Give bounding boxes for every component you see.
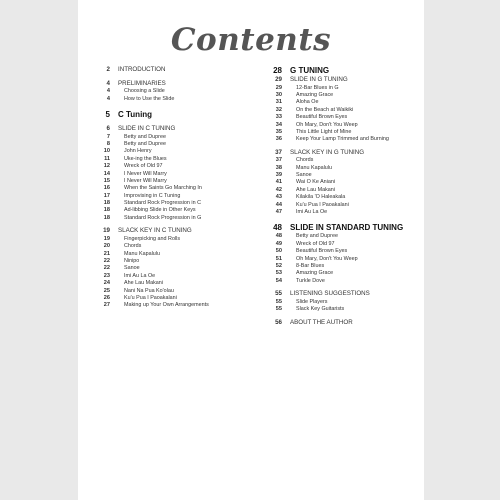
- toc-entry: [96, 236, 266, 243]
- toc-entry-label: Imi Au La Oe: [296, 209, 328, 216]
- toc-entry-label: Fingerpicking and Rolls: [124, 235, 181, 242]
- toc-page-number: 51: [275, 255, 282, 262]
- toc-entry-label: Slack Key Guitarists: [296, 306, 345, 313]
- toc-page-number: 31: [275, 99, 282, 106]
- toc-entry-label: INTRODUCTION: [118, 66, 166, 73]
- toc-entry: [96, 302, 266, 309]
- toc-entry: [96, 156, 266, 163]
- toc-page-number: 29: [275, 84, 282, 91]
- section-spacer: [96, 103, 266, 110]
- toc-page-number: 35: [275, 128, 282, 135]
- toc-entry-label: Ku'u Pua I Paoakalani: [296, 201, 349, 208]
- toc-page-number: 56: [275, 318, 282, 326]
- toc-page-number: 36: [275, 136, 282, 143]
- toc-page-number: 22: [103, 265, 110, 272]
- toc-entry-label: Nani Na Pua Ko'olau: [124, 287, 174, 294]
- toc-entry: [96, 88, 266, 95]
- toc-entry: [96, 215, 266, 222]
- toc-entry: [268, 114, 418, 121]
- toc-page-number: 52: [275, 263, 282, 269]
- toc-entry-label: 12-Bar Blues in G: [296, 84, 339, 91]
- toc-entry-label: Ahe Lau Makani: [296, 186, 335, 193]
- toc-entry: [96, 148, 266, 155]
- toc-entry-label: Beautiful Brown Eyes: [296, 114, 348, 121]
- toc-entry-label: Ahe Lau Makani: [124, 280, 163, 287]
- toc-entry: [268, 233, 418, 240]
- toc-entry: [268, 107, 418, 114]
- toc-page-number: 48: [273, 223, 282, 233]
- toc-entry: [268, 270, 418, 277]
- toc-entry: [268, 223, 418, 233]
- toc-page-number: 49: [275, 240, 282, 247]
- toc-entry: [96, 185, 266, 192]
- toc-entry-label: Ku'u Pua I Paoakalani: [124, 294, 177, 301]
- toc-page-number: 32: [275, 106, 282, 113]
- toc-entry: [268, 157, 418, 164]
- toc-entry-label: Wai O Ke Aniani: [296, 179, 336, 186]
- toc-entry-label: Slide Players: [296, 298, 328, 305]
- toc-page-number: 39: [275, 172, 282, 179]
- toc-entry-label: John Henry: [124, 148, 152, 155]
- toc-entry: [268, 306, 418, 313]
- toc-entry-label: On the Beach at Waikiki: [296, 106, 354, 113]
- toc-entry: [268, 149, 418, 158]
- toc-page-number: 54: [275, 277, 282, 284]
- toc-entry-label: Manu Kapalulu: [296, 164, 332, 171]
- toc-entry: [268, 76, 418, 85]
- toc-entry-label: Amazing Grace: [296, 270, 334, 277]
- toc-entry: [96, 66, 266, 75]
- toc-page-number: 6: [106, 124, 110, 132]
- toc-entry-label: Sanoe: [296, 172, 312, 179]
- toc-entry-label: SLIDE IN STANDARD TUNING: [290, 223, 404, 233]
- toc-page-number: 7: [106, 133, 110, 140]
- toc-page-number: 26: [103, 294, 110, 301]
- toc-entry: [96, 273, 266, 280]
- toc-entry: [96, 193, 266, 200]
- toc-entry: [268, 179, 418, 186]
- toc-page-number: 33: [275, 114, 282, 121]
- toc-page-number: 19: [103, 235, 110, 242]
- toc-entry: [96, 110, 266, 120]
- toc-page-number: 19: [103, 227, 110, 235]
- page-title: Contents: [170, 22, 332, 58]
- toc-page-number: 15: [103, 177, 110, 184]
- toc-entry-label: Kilakila 'O Haleakala: [296, 194, 346, 201]
- toc-page-number: 8: [106, 140, 110, 147]
- toc-page-number: 5: [105, 109, 110, 119]
- toc-page-number: 50: [275, 248, 282, 255]
- toc-entry-label: Betty and Dupree: [124, 133, 166, 140]
- toc-entry-label: When the Saints Go Marching In: [124, 185, 202, 192]
- toc-entry: [268, 129, 418, 136]
- toc-entry: [268, 290, 418, 299]
- toc-entry-label: How to Use the Slide: [124, 95, 175, 102]
- toc-left-column: [96, 66, 266, 310]
- toc-entry-label: C Tuning: [118, 109, 153, 119]
- toc-entry-label: Making up Your Own Arrangements: [124, 302, 209, 309]
- toc-entry-label: I Never Will Marry: [124, 177, 167, 184]
- toc-entry-label: Ninipo: [124, 258, 140, 265]
- toc-page-number: 37: [275, 157, 282, 164]
- toc-entry-label: Imi Au La Oe: [124, 272, 156, 279]
- toc-right-column: [268, 66, 418, 327]
- toc-page-number: 38: [275, 164, 282, 171]
- toc-entry-label: Choosing a Slide: [124, 88, 165, 95]
- toc-page-number: 25: [103, 287, 110, 294]
- toc-entry: [268, 165, 418, 172]
- toc-page-number: 22: [103, 258, 110, 265]
- toc-page-number: 11: [104, 155, 110, 162]
- toc-page-number: 4: [106, 95, 110, 102]
- toc-entry-label: Betty and Dupree: [124, 140, 166, 147]
- toc-page-number: 23: [103, 272, 110, 279]
- toc-entry-label: Chords: [296, 157, 314, 164]
- toc-page-number: 47: [275, 209, 282, 216]
- toc-page-number: 12: [103, 163, 110, 170]
- toc-entry-label: SLIDE IN C TUNING: [118, 124, 176, 132]
- toc-entry-label: I Never Will Marry: [124, 170, 167, 177]
- toc-page-number: 44: [275, 201, 282, 208]
- toc-page-number: 41: [275, 179, 282, 186]
- toc-page-number: 27: [103, 302, 110, 309]
- toc-entry: [268, 263, 418, 270]
- toc-entry: [268, 256, 418, 263]
- document-page: [78, 0, 424, 500]
- toc-entry: [96, 80, 266, 89]
- toc-entry: [268, 122, 418, 129]
- toc-entry: [268, 194, 418, 201]
- toc-entry: [268, 209, 418, 216]
- toc-entry-label: Keep Your Lamp Trimmed and Burning: [296, 136, 389, 143]
- toc-entry-label: Amazing Grace: [296, 91, 334, 98]
- toc-entry: [268, 299, 418, 306]
- toc-entry: [268, 66, 418, 76]
- toc-entry: [96, 243, 266, 250]
- toc-page-number: 14: [103, 170, 110, 177]
- toc-entry-label: Standard Rock Progression in G: [124, 214, 202, 221]
- toc-entry: [96, 251, 266, 258]
- toc-entry-label: Aloha Oe: [296, 99, 319, 106]
- toc-entry-label: Sanoe: [124, 265, 140, 272]
- toc-page-number: 37: [275, 148, 282, 156]
- toc-entry-label: Betty and Dupree: [296, 233, 338, 240]
- toc-page-number: 34: [275, 121, 282, 128]
- toc-entry: [268, 187, 418, 194]
- toc-entry: [96, 258, 266, 265]
- toc-entry: [268, 202, 418, 209]
- toc-entry-label: SLIDE IN G TUNING: [290, 76, 348, 83]
- toc-entry: [96, 96, 266, 103]
- toc-entry-label: Ad-libbing Slide in Other Keys: [124, 207, 196, 214]
- toc-entry: [268, 241, 418, 248]
- toc-entry: [96, 227, 266, 236]
- toc-page-number: 2: [106, 66, 110, 73]
- toc-page-number: 4: [106, 79, 110, 87]
- toc-page-number: 18: [103, 214, 110, 221]
- toc-page-number: 10: [103, 148, 110, 155]
- toc-entry: [96, 178, 266, 185]
- toc-entry: [96, 141, 266, 148]
- toc-page-number: 17: [103, 192, 110, 199]
- toc-entry: [96, 295, 266, 302]
- toc-page-number: 24: [103, 280, 110, 287]
- toc-entry-label: Manu Kapalulu: [124, 250, 160, 257]
- toc-entry-label: Oh Mary, Don't You Weep: [296, 121, 358, 128]
- toc-entry-label: This Little Light of Mine: [296, 128, 352, 135]
- toc-page-number: 18: [103, 207, 110, 214]
- toc-entry-label: Standard Rock Progression in C: [124, 200, 202, 207]
- toc-entry-label: Oh Mary, Don't You Weep: [296, 255, 358, 262]
- toc-entry: [268, 92, 418, 99]
- toc-entry-label: Uke-ing the Blues: [124, 155, 167, 162]
- toc-entry: [96, 288, 266, 295]
- toc-entry-label: LISTENING SUGGESTIONS: [290, 290, 370, 298]
- toc-entry: [96, 163, 266, 170]
- toc-entry: [96, 265, 266, 272]
- toc-entry: [268, 85, 418, 92]
- toc-entry-label: 8-Bar Blues: [296, 263, 325, 269]
- toc-entry-label: Chords: [124, 243, 142, 250]
- toc-entry-label: Turkle Dove: [296, 277, 325, 284]
- toc-entry-label: SLACK KEY IN G TUNING: [290, 148, 365, 156]
- toc-page-number: 55: [275, 306, 282, 313]
- toc-entry: [96, 207, 266, 214]
- toc-entry: [96, 280, 266, 287]
- toc-page-number: 53: [275, 270, 282, 277]
- toc-page-number: 21: [103, 250, 110, 257]
- toc-entry: [268, 136, 418, 143]
- toc-entry: [268, 172, 418, 179]
- toc-entry: [96, 125, 266, 134]
- toc-entry-label: SLACK KEY IN C TUNING: [118, 227, 192, 235]
- toc-page-number: 30: [275, 91, 282, 98]
- toc-page-number: 55: [275, 298, 282, 305]
- toc-entry-label: G TUNING: [290, 66, 330, 75]
- toc-entry-label: ABOUT THE AUTHOR: [290, 318, 353, 326]
- toc-page-number: 48: [275, 233, 282, 240]
- toc-page-number: 20: [103, 243, 110, 250]
- toc-page-number: 29: [275, 76, 282, 83]
- toc-entry: [268, 319, 418, 328]
- toc-entry: [268, 248, 418, 255]
- toc-page-number: 4: [106, 88, 110, 95]
- section-spacer: [268, 216, 418, 223]
- toc-entry: [268, 278, 418, 285]
- toc-entry: [96, 134, 266, 141]
- toc-entry-label: Wreck of Old 97: [296, 240, 335, 247]
- toc-page-number: 43: [275, 194, 282, 201]
- toc-page-number: 16: [103, 185, 110, 192]
- toc-page-number: 28: [273, 66, 282, 75]
- toc-entry-label: PRELIMINARIES: [118, 79, 166, 87]
- toc-entry-label: Wreck of Old 97: [124, 163, 163, 170]
- toc-entry: [96, 200, 266, 207]
- toc-page-number: 55: [275, 290, 282, 298]
- toc-page-number: 42: [275, 186, 282, 193]
- toc-entry: [268, 99, 418, 106]
- toc-page-number: 18: [103, 200, 110, 207]
- toc-entry-label: Improvising in C Tuning: [124, 192, 181, 199]
- toc-entry-label: Beautiful Brown Eyes: [296, 248, 348, 255]
- toc-entry: [96, 171, 266, 178]
